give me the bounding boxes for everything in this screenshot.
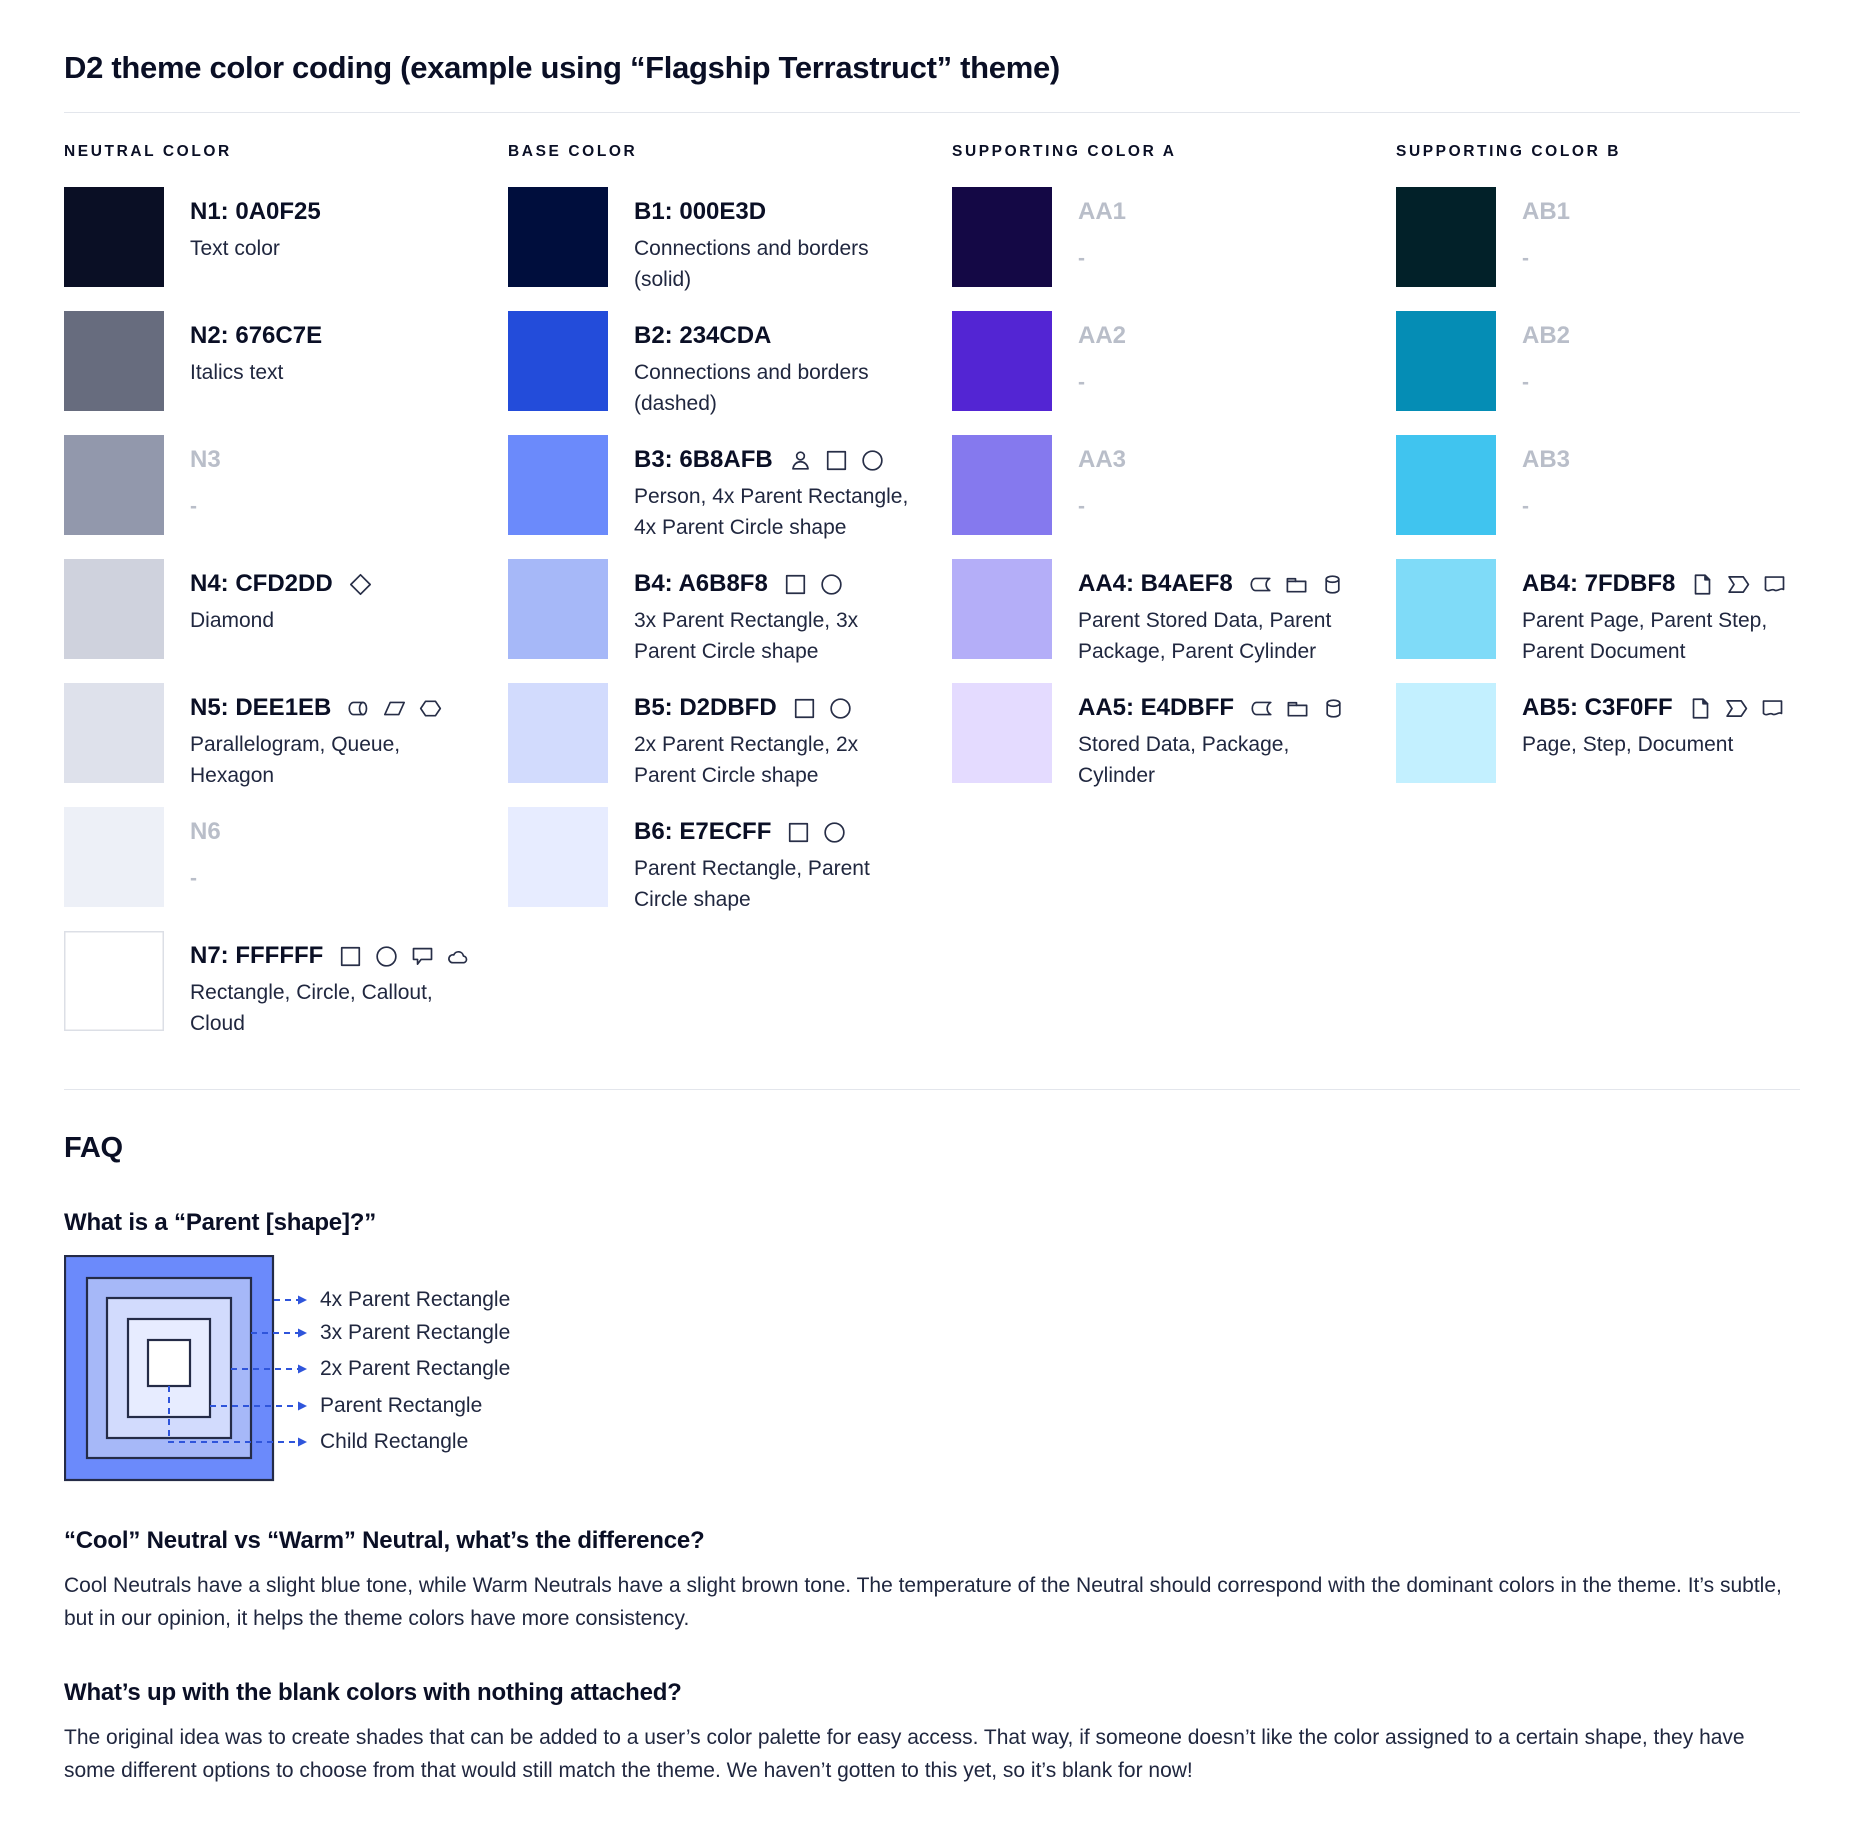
swatch-info — [1078, 683, 1396, 807]
swatch-label: AA4: B4AEF8 — [1078, 570, 1233, 597]
page-icon — [1689, 571, 1716, 598]
palette-row — [64, 311, 508, 435]
palette-column — [1396, 143, 1840, 1055]
swatch-label: AA5: E4DBFF — [1078, 694, 1235, 721]
circle-icon — [827, 695, 854, 722]
swatch-label: N5: DEE1EB — [190, 694, 332, 721]
swatch-description: 3x Parent Rectangle, 3x Parent Circle shape — [634, 609, 859, 663]
swatch-description: Connections and borders (solid) — [634, 237, 869, 291]
palette-row — [508, 807, 952, 931]
color-swatch — [64, 683, 164, 783]
nested-rectangles-illustration — [64, 1255, 314, 1483]
palette-row — [508, 683, 952, 807]
rectangle-icon — [791, 695, 818, 722]
diagram-label: Child Rectangle — [320, 1430, 469, 1453]
palette-row — [952, 435, 1396, 559]
swatch-info — [1522, 311, 1840, 435]
swatch-info — [190, 931, 508, 1055]
diagram-label: 4x Parent Rectangle — [320, 1288, 511, 1311]
swatch-description: Parent Page, Parent Step, Parent Document — [1522, 609, 1768, 663]
color-swatch — [1396, 435, 1496, 535]
diamond-icon — [347, 571, 374, 598]
diagram-label: Parent Rectangle — [320, 1394, 483, 1417]
swatch-label: N7: FFFFFF — [190, 942, 324, 969]
swatch-info — [634, 311, 952, 435]
color-swatch — [508, 807, 608, 907]
swatch-info — [190, 683, 508, 807]
color-swatch — [952, 435, 1052, 535]
column-header: SUPPORTING COLOR B — [1396, 143, 1622, 160]
package-icon — [1284, 695, 1311, 722]
palette-row — [1396, 683, 1840, 807]
swatch-description: Parent Rectangle, Parent Circle shape — [634, 857, 870, 911]
palette-row — [64, 807, 508, 931]
swatch-info — [1078, 435, 1396, 559]
swatch-description: - — [1078, 247, 1085, 270]
palette-row — [952, 311, 1396, 435]
swatch-info — [1078, 187, 1396, 311]
swatch-label: B4: A6B8F8 — [634, 570, 768, 597]
diagram-label: 3x Parent Rectangle — [320, 1321, 511, 1344]
swatch-description: - — [1522, 247, 1529, 270]
callout-icon — [409, 943, 436, 970]
rectangle-icon — [337, 943, 364, 970]
page-icon — [1687, 695, 1714, 722]
swatch-label: AA3 — [1078, 446, 1127, 473]
color-swatch — [64, 807, 164, 907]
swatch-info — [634, 807, 952, 931]
swatch-info — [634, 559, 952, 683]
swatch-label: B1: 000E3D — [634, 198, 767, 225]
faq-heading: FAQ — [64, 1132, 123, 1164]
color-swatch — [508, 311, 608, 411]
faq-question-cool-vs-warm: “Cool” Neutral vs “Warm” Neutral, what’s the difference? — [64, 1527, 705, 1554]
swatch-label: AA2 — [1078, 322, 1127, 349]
stored-data-icon — [1248, 695, 1275, 722]
swatch-info — [634, 435, 952, 559]
color-swatch — [952, 559, 1052, 659]
page-title: D2 theme color coding (example using “Flagship Terrastruct” theme) — [64, 50, 1060, 85]
swatch-label: N4: CFD2DD — [190, 570, 333, 597]
swatch-info — [190, 187, 508, 311]
rectangle-icon — [782, 571, 809, 598]
swatch-label: AB4: 7FDBF8 — [1522, 570, 1676, 597]
swatch-label: N3 — [190, 446, 221, 473]
color-swatch — [1396, 559, 1496, 659]
parallelogram-icon — [381, 695, 408, 722]
palette-row — [1396, 187, 1840, 311]
faq-question-blank-colors: What’s up with the blank colors with nothing attached? — [64, 1679, 682, 1706]
divider — [64, 1089, 1800, 1090]
stored-data-icon — [1247, 571, 1274, 598]
palette-row — [64, 683, 508, 807]
color-swatch — [1396, 187, 1496, 287]
swatch-description: Connections and borders (dashed) — [634, 361, 869, 415]
swatch-description: Stored Data, Package, Cylinder — [1078, 733, 1290, 787]
palette-row — [64, 559, 508, 683]
parent-shape-diagram — [64, 1255, 784, 1483]
hexagon-icon — [417, 695, 444, 722]
swatch-label: B3: 6B8AFB — [634, 446, 773, 473]
palette-row — [1396, 559, 1840, 683]
color-swatch — [952, 311, 1052, 411]
swatch-info — [190, 559, 508, 683]
swatch-description: Parallelogram, Queue, Hexagon — [190, 733, 401, 787]
queue-icon — [345, 695, 372, 722]
palette-row — [64, 931, 508, 1055]
swatch-description: Diamond — [190, 609, 275, 632]
swatch-description: - — [190, 495, 197, 518]
swatch-info — [1522, 683, 1840, 807]
swatch-info — [634, 187, 952, 311]
color-swatch — [64, 311, 164, 411]
color-swatch — [952, 683, 1052, 783]
color-swatch — [508, 683, 608, 783]
color-swatch — [64, 435, 164, 535]
swatch-description: Rectangle, Circle, Callout, Cloud — [190, 981, 433, 1035]
swatch-description: Parent Stored Data, Parent Package, Parent Cylinder — [1078, 609, 1332, 663]
swatch-description: - — [190, 867, 197, 890]
palette-row — [508, 187, 952, 311]
circle-icon — [859, 447, 886, 474]
color-swatch — [508, 435, 608, 535]
palette-row — [508, 559, 952, 683]
divider — [64, 112, 1800, 113]
document-icon — [1759, 695, 1786, 722]
swatch-label: AB3 — [1522, 446, 1571, 473]
color-swatch — [64, 931, 164, 1031]
swatch-description: - — [1078, 495, 1085, 518]
swatch-label: B6: E7ECFF — [634, 818, 772, 845]
swatch-info — [1522, 187, 1840, 311]
color-swatch — [64, 559, 164, 659]
step-icon — [1723, 695, 1750, 722]
person-icon — [787, 447, 814, 474]
faq-question-parent-shape: What is a “Parent [shape]?” — [64, 1209, 376, 1236]
column-header: NEUTRAL COLOR — [64, 143, 232, 160]
palette-row — [1396, 311, 1840, 435]
palette — [64, 143, 1800, 1055]
palette-row — [952, 683, 1396, 807]
swatch-label: AB2 — [1522, 322, 1571, 349]
swatch-label: N1: 0A0F25 — [190, 198, 321, 225]
swatch-description: Italics text — [190, 361, 284, 384]
swatch-info — [634, 683, 952, 807]
swatch-description: - — [1078, 371, 1085, 394]
palette-row — [64, 435, 508, 559]
diagram-label: 2x Parent Rectangle — [320, 1357, 511, 1380]
faq-answer-cool-vs-warm: Cool Neutrals have a slight blue tone, while Warm Neutrals have a slight brown tone. The temperature of the Neutral should correspond with the dominant colors in the theme. It’s subtle, but in our opinion, it helps the theme colors have more consistency. — [64, 1574, 1782, 1630]
swatch-info — [1078, 559, 1396, 683]
palette-column — [508, 143, 952, 1055]
circle-icon — [821, 819, 848, 846]
palette-column — [64, 143, 508, 1055]
swatch-description: Text color — [190, 237, 280, 260]
swatch-description: Page, Step, Document — [1522, 733, 1734, 756]
color-swatch — [64, 187, 164, 287]
cloud-icon — [445, 943, 472, 970]
color-swatch — [952, 187, 1052, 287]
swatch-info — [190, 311, 508, 435]
swatch-description: - — [1522, 495, 1529, 518]
document-icon — [1761, 571, 1788, 598]
swatch-info — [1522, 559, 1840, 683]
circle-icon — [373, 943, 400, 970]
faq-answer-blank-colors: The original idea was to create shades that can be added to a user’s color palette for easy access. That way, if someone doesn’t like the color assigned to a certain shape, they have some different options to choose from that would still match the theme. We haven’t gotten to this yet, so it’s blank for now! — [64, 1726, 1745, 1782]
circle-icon — [818, 571, 845, 598]
swatch-info — [1078, 311, 1396, 435]
swatch-label: AB1 — [1522, 198, 1571, 225]
swatch-description: - — [1522, 371, 1529, 394]
swatch-label: AA1 — [1078, 198, 1127, 225]
rectangle-icon — [785, 819, 812, 846]
swatch-label: AB5: C3F0FF — [1522, 694, 1673, 721]
rectangle-icon — [823, 447, 850, 474]
color-swatch — [1396, 683, 1496, 783]
color-swatch — [508, 559, 608, 659]
color-swatch — [1396, 311, 1496, 411]
swatch-info — [190, 807, 508, 931]
swatch-description: Person, 4x Parent Rectangle, 4x Parent Circle shape — [634, 485, 909, 539]
swatch-label: N6 — [190, 818, 221, 845]
column-header: BASE COLOR — [508, 143, 638, 160]
palette-row — [508, 435, 952, 559]
palette-row — [64, 187, 508, 311]
palette-row — [1396, 435, 1840, 559]
palette-row — [508, 311, 952, 435]
swatch-description: 2x Parent Rectangle, 2x Parent Circle shape — [634, 733, 859, 787]
package-icon — [1283, 571, 1310, 598]
swatch-label: B5: D2DBFD — [634, 694, 777, 721]
swatch-info — [190, 435, 508, 559]
swatch-info — [1522, 435, 1840, 559]
swatch-label: B2: 234CDA — [634, 322, 772, 349]
cylinder-icon — [1319, 571, 1346, 598]
palette-column — [952, 143, 1396, 1055]
cylinder-icon — [1320, 695, 1347, 722]
color-swatch — [508, 187, 608, 287]
column-header: SUPPORTING COLOR A — [952, 143, 1177, 160]
step-icon — [1725, 571, 1752, 598]
palette-row — [952, 559, 1396, 683]
palette-row — [952, 187, 1396, 311]
swatch-label: N2: 676C7E — [190, 322, 323, 349]
